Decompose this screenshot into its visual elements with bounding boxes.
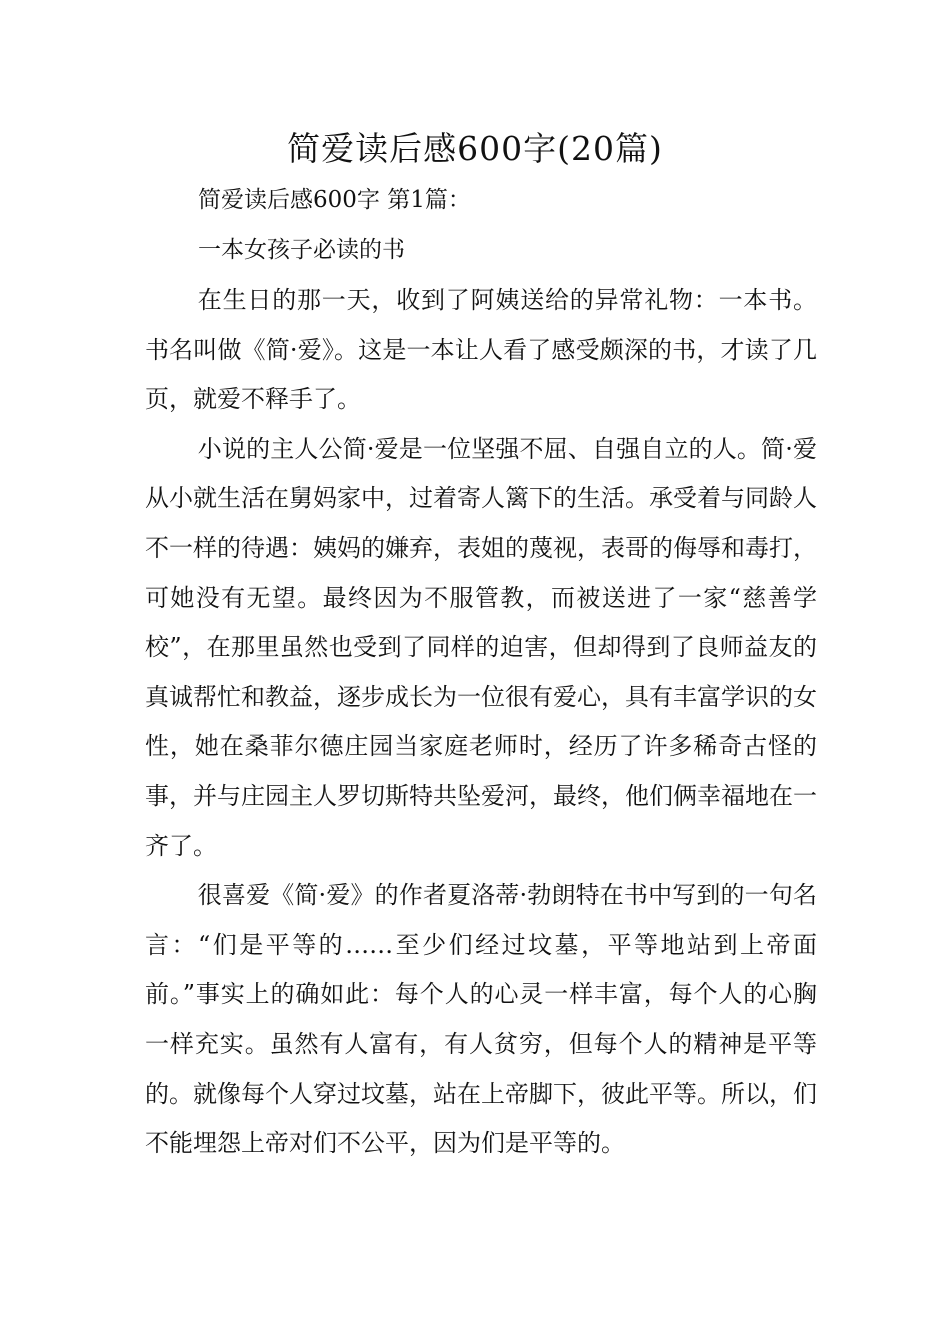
paragraph-1: 在生日的那一天，收到了阿姨送给的异常礼物：一本书。书名叫做《简·爱》。这是一本让人看了感受颇深的书，才读了几页，就爱不释手了。 bbox=[145, 286, 817, 414]
essay-body bbox=[145, 276, 817, 1169]
essay-number-heading: 简爱读后感600字 第1篇： bbox=[198, 187, 471, 213]
paragraph-2: 小说的主人公简·爱是一位坚强不屈、自强自立的人。简·爱从小就生活在舅妈家中，过着寄人篱下的生活。承受着与同龄人不一样的待遇：姨妈的嫌弃，表姐的蔑视，表哥的侮辱和毒打，可她没有无望。最终因为不服管教，而被送进了一家“慈善学校”，在那里虽然也受到了同样的迫害，但却得到了良师益友的真诚帮忙和教益，逐步成长为一位很有爱心，具有丰富学识的女性，她在桑菲尔德庄园当家庭老师时，经历了许多稀奇古怪的事，并与庄园主人罗切斯特共坠爱河，最终，他们俩幸福地在一齐了。 bbox=[145, 434, 817, 860]
paragraph-3: 很喜爱《简·爱》的作者夏洛蒂·勃朗特在书中写到的一句名言：“们是平等的……至少们经过坟墓，平等地站到上帝面前。”事实上的确如此：每个人的心灵一样丰富，每个人的心胸一样充实。虽然有人富有，有人贫穷，但每个人的精神是平等的。就像每个人穿过坟墓，站在上帝脚下，彼此平等。所以，们不能埋怨上帝对们不公平，因为们是平等的。 bbox=[145, 881, 817, 1158]
document-title: 简爱读后感600字(20篇) bbox=[287, 129, 663, 168]
essay-title: 一本女孩子必读的书 bbox=[198, 237, 405, 263]
